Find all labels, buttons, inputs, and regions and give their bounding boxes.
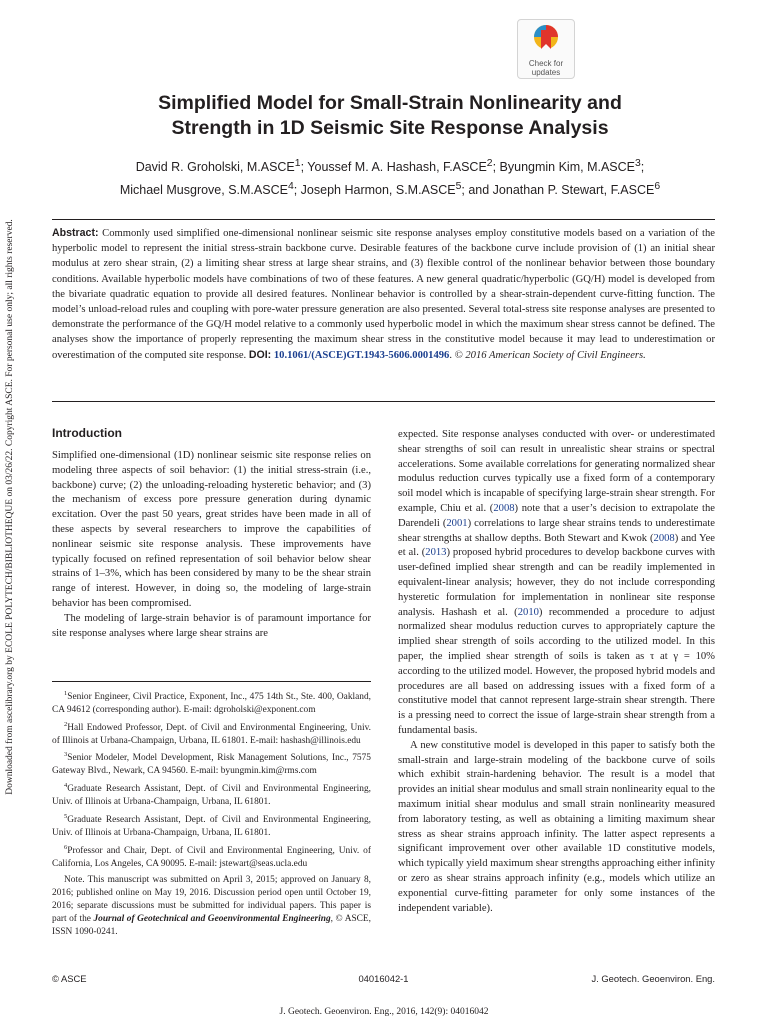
- footnote-1-text: Senior Engineer, Civil Practice, Exponent, Inc., 475 14th St., Ste. 400, Oakland, CA 94612 (corresponding author). E-mail: dgroholski@exponent.com: [52, 692, 371, 715]
- section-heading-introduction: Introduction: [52, 426, 122, 440]
- author-list: [60, 154, 720, 200]
- author-affil-5: 5: [455, 181, 462, 193]
- abstract-top-rule: [52, 219, 715, 220]
- author-affil-6: 6: [654, 181, 661, 193]
- ref-yee-2013[interactable]: 2013: [425, 547, 447, 559]
- author-affil-4: 4: [287, 181, 294, 193]
- right-p1-part-e: ) proposed hybrid procedures to develop backbone curves with user-defined implied shear strength and can be readily implemented in equivalent-linear analysis; however, they do not include corresponding hysteretic formulation for implementation in nonlinear site response analysis. Hashash et al. (: [398, 547, 716, 618]
- author-separator: ;: [640, 160, 645, 175]
- right-p1-part-d: ) and Yee et al. (: [398, 532, 715, 559]
- right-column-body: [398, 428, 715, 916]
- author-musgrove: Michael Musgrove, S.M.ASCE: [119, 183, 288, 198]
- footnote-mark-1: 1: [64, 690, 68, 697]
- author-line-2: [60, 177, 720, 200]
- footnote-5-text: Graduate Research Assistant, Dept. of Civil and Environmental Engineering, Univ. of Illinois at Urbana-Champaign, Urbana, IL 61801.: [52, 815, 371, 838]
- abstract-bottom-rule: [52, 401, 715, 402]
- author-kim: ; Byungmin Kim, M.ASCE: [492, 160, 635, 175]
- footnote-4: [52, 780, 371, 809]
- citation-line: J. Geotech. Geoenviron. Eng., 2016, 142(9): 04016042: [279, 1007, 489, 1017]
- title-line-1: Simplified Model for Small-Strain Nonlinearity and: [158, 92, 622, 114]
- author-line-1: [60, 154, 720, 177]
- right-p1-part-a: expected. Site response analyses conducted with over- or underestimated shear strengths of soil can result in unrealistic shear strains or spectral accelerations. Some available correlations for generating normalized shear modulus reduction curves typically use a fixed form of a contemporary soil model which is incapable of specifying large-strain shear strength. For example, Chiu et al. (: [398, 429, 715, 514]
- submission-note-text: Note. This manuscript was submitted on April 3, 2015; approved on January 8, 2016; published online on May 19, 2016. Discussion period open until October 19, 2016; separate discussions must be submitted for individual papers. This paper is part of the: [52, 875, 371, 924]
- footnote-mark-5: 5: [64, 812, 68, 820]
- author-stewart: ; and Jonathan P. Stewart, F.ASCE: [461, 183, 655, 198]
- check-for-updates-badge[interactable]: [517, 19, 575, 79]
- footnote-1: [52, 688, 371, 717]
- footnotes: [52, 688, 371, 940]
- intro-paragraph-2: The modeling of large-strain behavior is of paramount importance for site response analyses where large shear strains are: [52, 612, 371, 639]
- badge-label-line2: updates: [531, 68, 561, 77]
- abstract-text: Commonly used simplified one-dimensional nonlinear seismic site response analyses employ constitutive models based on a variation of the hyperbolic model to represent the initial stress-strain backbone curve. Desirable features of the backbone curve include provision of (1) an initial shear modulus at zero shear strain, (2) a limiting shear stress at large shear strains, and (3) flexible control of the nonlinear behavior between those boundary conditions. Available hyperbolic models have combinations of two of these features. A new general quadratic/hyperbolic (GQ/H) model is developed from the bivariate quadratic equation to provide all desired features. Nonlinear behavior is controlled by a shear-strain-dependent curve-fitting function. The model’s unload-reload rules and coupling with pore-water pressure generation are also presented. Several total-stress site response analyses are presented to demonstrate the performance of the GQ/H model relative to a commonly used hyperbolic model in which the maximum shear stress cannot be defined. The analyses show the importance of properly representing the maximum shear stress in the constitutive model because it may lead to underestimation or overestimation of the computed site response.: [52, 228, 715, 361]
- footnote-2: [52, 719, 371, 748]
- right-p1-part-c: ) correlations to large shear strains tends to underestimate shear strengths at shallow depths. Both Stewart and Kwok (: [398, 517, 715, 544]
- journal-name: Journal of Geotechnical and Geoenvironmental Engineering: [93, 913, 331, 924]
- submission-note: [52, 874, 371, 938]
- doi-link[interactable]: 10.1061/(ASCE)GT.1943-5606.0001496: [273, 349, 450, 361]
- right-p1-part-b: ) note that a user’s decision to extrapolate the Darendeli (: [398, 502, 715, 529]
- footnote-6: [52, 842, 371, 871]
- footnote-2-text: Hall Endowed Professor, Dept. of Civil and Environmental Engineering, Univ. of Illinois at Urbana-Champaign, Urbana, IL 61801. E-mail: hashash@illinois.edu: [52, 722, 371, 746]
- footer-journal: J. Geotech. Geoenviron. Eng.: [591, 973, 715, 984]
- footnote-5: [52, 811, 371, 840]
- author-hashash: ; Youssef M. A. Hashash, F.ASCE: [300, 160, 487, 175]
- footnote-rule: [52, 681, 371, 682]
- author-affil-2: 2: [486, 158, 493, 169]
- download-notice: Downloaded from ascelibrary.org by ECOLE POLYTECH/BIBLIOTHEQUE on 03/26/22. Copyright ASCE. For personal use only; all rights reserved.: [5, 219, 15, 795]
- title-line-2: Strength in 1D Seismic Site Response Analysis: [171, 117, 609, 139]
- ref-chiu-2008[interactable]: 2008: [493, 502, 515, 514]
- abstract-copyright: © 2016 American Society of Civil Engineers.: [454, 349, 646, 361]
- author-harmon: ; Joseph Harmon, S.M.ASCE: [293, 183, 456, 198]
- footnote-mark-3: 3: [64, 751, 68, 759]
- right-paragraph-2: A new constitutive model is developed in this paper to satisfy both the small-strain and large-strain modeling of the backbone curve of soils which exhibit strain-hardening behavior. The result is a model that provides an initial shear modulus and small strain nonlinearity equal to the maximum initial shear modulus and small strain nonlinearity measured from laboratory testing, as well as obtaining a limiting maximum shear stress as shear strains approach infinity. The latter aspect represents a significant improvement over other available 1D constitutive models, which typically yield maximum shear strengths approaching either infinity or zero as shear strains approach infinity (e.g., models which utilize an exponential curve-fitting parameter for only some instances of the independent variable).: [398, 739, 715, 914]
- footnote-3: [52, 749, 371, 778]
- footnote-6-text: Professor and Chair, Dept. of Civil and Environmental Engineering, Univ. of California, Los Angeles, CA 90095. E-mail: jstewart@seas.ucla.edu: [52, 845, 371, 869]
- ref-stewart-kwok-2008[interactable]: 2008: [653, 532, 675, 544]
- footer-publisher: © ASCE: [52, 973, 87, 984]
- paper-title: [60, 91, 720, 141]
- footnote-mark-2: 2: [64, 720, 68, 728]
- footnote-3-text: Senior Modeler, Model Development, Risk Management Solutions, Inc., 7575 Gateway Blvd., Newark, CA 94560. E-mail: byungmin.kim@rms.com: [52, 753, 371, 777]
- intro-paragraph-1: Simplified one-dimensional (1D) nonlinear seismic site response relies on modeling three aspects of soil behavior: (1) the initial stress-strain (i.e., backbone) curve; (2) the unloading-reloading hysteretic behavior; and (3) the mechanism of excess pore pressure generation during dynamic excitation. Over the past 50 years, great strides have been made in all of these aspects by several researchers to improve the capabilities of nonlinear seismic site response analysis. These improvements have typically focused on refined representation of soil behavior below shear strains of 1–3%, which has been considered by many to be the shear strain range of interest. However, in doing so, the modeling of large-strain behavior has been compromised.: [52, 450, 371, 609]
- right-paragraph-1: [398, 428, 715, 739]
- abstract: Abstract: Commonly used simplified one-dimensional nonlinear seismic site response analyses employ constitutive models based on a variation of the hyperbolic model to represent the initial stress-strain backbone curve. Desirable features of the backbone curve include provision of (1) an initial shear modulus at zero shear strain, (2) a limiting shear stress at large shear strains, and (3) flexible control of the nonlinear behavior between those boundary conditions. Available hyperbolic models have combinations of two of these features. A new general quadratic/hyperbolic (GQ/H) model is developed from the bivariate quadratic equation to provide all desired features. Nonlinear behavior is controlled by a shear-strain-dependent curve-fitting function. The model’s unload-reload rules and coupling with pore-water pressure generation are also presented. Several total-stress site response analyses are presented to demonstrate the performance of the GQ/H model relative to a commonly used hyperbolic model in which the maximum shear stress cannot be defined. The analyses show the importance of properly representing the maximum shear stress in the constitutive model because it may lead to underestimation or overestimation of the computed site response. DOI: 10.1061/(ASCE)GT.1943-5606.0001496. © 2016 American Society of Civil Engineers.: [52, 227, 715, 361]
- abstract-label: Abstract:: [52, 227, 99, 239]
- footnote-4-text: Graduate Research Assistant, Dept. of Civil and Environmental Engineering, Univ. of Illinois at Urbana-Champaign, Urbana, IL 61801.: [52, 784, 371, 808]
- author-affil-3: 3: [635, 158, 641, 169]
- badge-label-line1: Check for: [528, 59, 564, 68]
- author-groholski: David R. Groholski, M.ASCE: [135, 160, 295, 175]
- right-p1-part-f: ) recommended a procedure to adjust normalized shear modulus reduction curves to appropriately capture the implied shear strength of soils according to the utilized model. In this paper, the implied shear strength of soils is taken as τ at γ = 10% according to the utilized model. However, the proposed hybrid models and procedures are all based on addressing issues with a fixed form of a constitutive model that cannot represent large-strain shear strength. There is a pressing need to correct the issue of large-strain shear strength from a fundamental basis.: [398, 606, 716, 736]
- footnote-mark-4: 4: [64, 782, 68, 790]
- submission-note-end: , © ASCE, ISSN 1090-0241.: [52, 913, 372, 937]
- check-updates-icon: [533, 24, 559, 54]
- author-affil-1: 1: [294, 158, 301, 169]
- footer-page-id: 04016042-1: [358, 973, 409, 984]
- doi-label: DOI:: [248, 348, 272, 361]
- ref-darendeli-2001[interactable]: 2001: [446, 517, 468, 529]
- ref-hashash-2010[interactable]: 2010: [517, 606, 539, 618]
- footnote-mark-6: 6: [64, 843, 68, 851]
- left-column-body: [52, 449, 371, 641]
